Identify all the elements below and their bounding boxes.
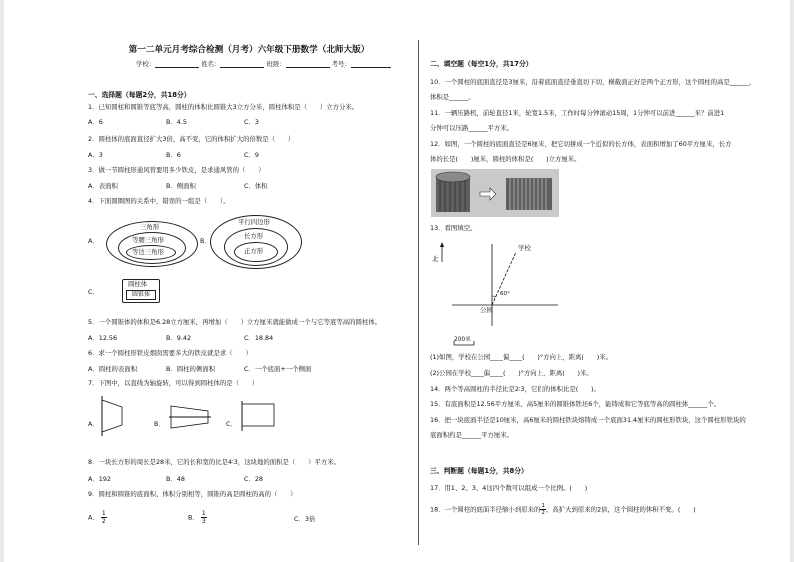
q9-fraction-a (101, 510, 107, 525)
info-id: 考号： (331, 60, 351, 68)
q8-option-c[interactable]: C．28 (244, 475, 263, 483)
q12-text-line2: 体的长是( )厘米，圆柱的体积是( )立方厘米。 (430, 155, 581, 163)
q15-text: 15．有底面积是12.56平方厘米、高5厘米的圆锥体铁坯6个，能铸成和它等底等高的圆柱体______个。 (430, 400, 721, 408)
section1-header: 一、选择题（每题2分，共18分） (88, 91, 191, 99)
q6-option-a[interactable]: A．圆柱的表面积 (88, 365, 138, 373)
q18-text-part1: 18．一个圆柱的底面半径缩小到原来的 (430, 505, 541, 514)
map-angle-label: 60° (500, 291, 510, 297)
q18-text (430, 503, 696, 516)
q1-option-a[interactable]: A．6 (88, 118, 103, 126)
info-school: 学校： (136, 60, 156, 68)
id-blank[interactable] (351, 60, 391, 68)
q9-option-b-label: B． (188, 513, 199, 522)
school-blank[interactable] (155, 60, 199, 68)
q4b-mid-label: 长方形 (244, 232, 264, 240)
q9-fraction-b (201, 510, 207, 525)
q6-option-b[interactable]: B．圆柱的侧面积 (166, 365, 216, 373)
q5-option-a[interactable]: A．12.56 (88, 334, 118, 342)
q11-text-line1: 11．一辆压路机，前轮直径1米，轮宽1.5米，工作时每分钟滚动15周，1分钟可以前进______米？前进1 (430, 109, 725, 117)
q13-text: 13．看图填空。 (430, 224, 477, 232)
q9-option-a[interactable] (88, 510, 107, 525)
q2-option-a[interactable]: A．3 (88, 151, 103, 159)
info-name: 姓名： (201, 60, 221, 68)
map-park-label: 公园 (480, 306, 493, 314)
q4-text: 4．下面圆圈图的关系中，错误的一组是（ ）。 (88, 197, 230, 205)
q13-sub1: (1)如图，学校在公园____偏____( )°方向上，距离( )米。 (430, 353, 612, 361)
q9-text: 9．圆柱和圆锥的底面积、体积分别相等，圆锥的高是圆柱的高的（ ） (88, 490, 297, 498)
q16-text-line2: 底面积约是______平方厘米。 (430, 431, 514, 439)
q9-fraction-b-den: 3 (201, 518, 206, 525)
q4a-inner-label: 等边三角形 (132, 248, 164, 256)
page-title: 第一二单元月考综合检测（月考）六年级下册数学（北师大版） (128, 45, 370, 55)
q4c-outer-label: 圆柱体 (128, 280, 148, 288)
q18-text-part2: ，高扩大到原来的2倍，这个圆柱的体积不变。( ) (545, 505, 696, 514)
q4c-inner-box: 圆锥体 (126, 290, 156, 300)
q8-option-b[interactable]: B．48 (166, 475, 185, 483)
q18-fraction-den: 2 (541, 510, 545, 516)
q5-option-b[interactable]: B．9.42 (166, 334, 192, 342)
q12-text-line1: 12．如图，一个圆柱的底面直径是6厘米，把它切拼成一个近似的长方体，表面积增加了60平方厘米，长方 (430, 140, 732, 148)
q4a-outer-label: 三角形 (140, 223, 160, 231)
q5-option-c[interactable]: C．18.84 (244, 334, 274, 342)
q7-figure-b (168, 402, 212, 432)
q4-option-c[interactable]: C． (88, 288, 99, 296)
q3-text: 3．做一节圆柱形通风管要用多少铁皮，是求通风管的（ ） (88, 166, 265, 174)
exam-page (4, 0, 790, 562)
q3-option-b[interactable]: B．侧面积 (166, 182, 196, 190)
column-divider (418, 40, 419, 545)
q3-option-a[interactable]: A．表面积 (88, 182, 118, 190)
q9-fraction-b-num: 1 (201, 510, 206, 517)
q9-fraction-a-den: 2 (101, 518, 106, 525)
map-school-label: 学校 (518, 244, 531, 252)
q7-figure-a (100, 394, 128, 438)
q9-fraction-a-num: 1 (101, 510, 106, 517)
q1-option-b[interactable]: B．4.5 (166, 118, 187, 126)
name-blank[interactable] (220, 60, 264, 68)
q13-sub2: (2)公园在学校____偏____( )°方向上，距离( )米。 (430, 369, 593, 377)
q4b-inner-label: 正方形 (244, 247, 264, 255)
q7-option-a[interactable]: A． (88, 420, 99, 428)
q11-text-line2: 分钟可以压路______平方米。 (430, 124, 514, 132)
map-north-label: 北 (432, 255, 439, 263)
q7-option-c[interactable]: C． (226, 420, 237, 428)
section2-header: 二、填空题（每空1分，共17分） (430, 60, 533, 68)
q4b-outer-label: 平行四边形 (238, 218, 270, 226)
q8-option-a[interactable]: A．192 (88, 475, 111, 483)
q17-text: 17．用1、2、3、4这四个数可以组成一个比例。( ) (430, 484, 588, 492)
q4-option-b[interactable]: B． (200, 237, 211, 245)
q2-text: 2．圆柱体的底面直径扩大3倍，高不变，它的体积扩大的倍数是（ ） (88, 135, 295, 143)
q4-option-a[interactable]: A． (88, 237, 99, 245)
q7-text: 7．下图中，以直线为轴旋转，可以得到圆柱体的是（ ） (88, 379, 259, 387)
q4a-mid-label: 等腰三角形 (132, 236, 164, 244)
q9-option-c[interactable]: C．3倍 (294, 515, 316, 523)
info-line (136, 60, 391, 68)
q12-cylinder-figure (430, 168, 560, 218)
q1-option-c[interactable]: C．3 (244, 118, 259, 126)
q1-text: 1．已知圆柱和圆锥等底等高，圆柱的体积比圆锥大3立方分米，圆柱体积是（ ）立方分米。 (88, 103, 359, 111)
info-class: 班级： (266, 60, 286, 68)
q18-fraction-num: 1 (541, 503, 545, 509)
section3-header: 三、判断题（每题1分，共8分） (430, 467, 528, 475)
q13-map-figure (432, 234, 562, 352)
q9-option-b[interactable] (188, 510, 207, 525)
q2-option-b[interactable]: B．6 (166, 151, 181, 159)
q5-text: 5．一个圆锥体的体积是6.28立方厘米，再增加（ ）立方厘米就能做成一个与它等底等高的圆柱体。 (88, 318, 382, 326)
map-scale-label: 200米 (454, 337, 471, 343)
q7-option-b[interactable]: B． (154, 420, 165, 428)
q2-option-c[interactable]: C．9 (244, 151, 259, 159)
q6-option-c[interactable]: C．一个底面+一个侧面 (244, 365, 312, 373)
q6-text: 6．求一个圆柱形铁皮烟囱需要多大的铁皮就是求（ ） (88, 349, 252, 357)
q10-text-line2: 体积是______。 (430, 93, 475, 101)
q9-option-a-label: A． (88, 513, 99, 522)
q14-text: 14．两个等高圆柱的半径比是2∶3，它们的体积比是( )。 (430, 385, 600, 393)
class-blank[interactable] (286, 60, 330, 68)
q7-figure-c (238, 400, 278, 432)
q3-option-c[interactable]: C．体积 (244, 182, 268, 190)
q8-text: 8．一块长方形的周长是28米，它的长和宽的比是4∶3，这块地的面积是（ ）平方米。 (88, 458, 341, 466)
q10-text-line1: 10．一个圆柱的底面直径是3厘米，沿着底面直径垂直切下切，横截面正好是两个正方形，这个圆柱的高是______， (430, 78, 756, 86)
q16-text-line1: 16．把一块底面半径是10厘米，高6厘米的圆柱铁块熔铸成一个底面31.4厘米的圆柱形铁块，这个圆柱形铁块的 (430, 416, 746, 424)
